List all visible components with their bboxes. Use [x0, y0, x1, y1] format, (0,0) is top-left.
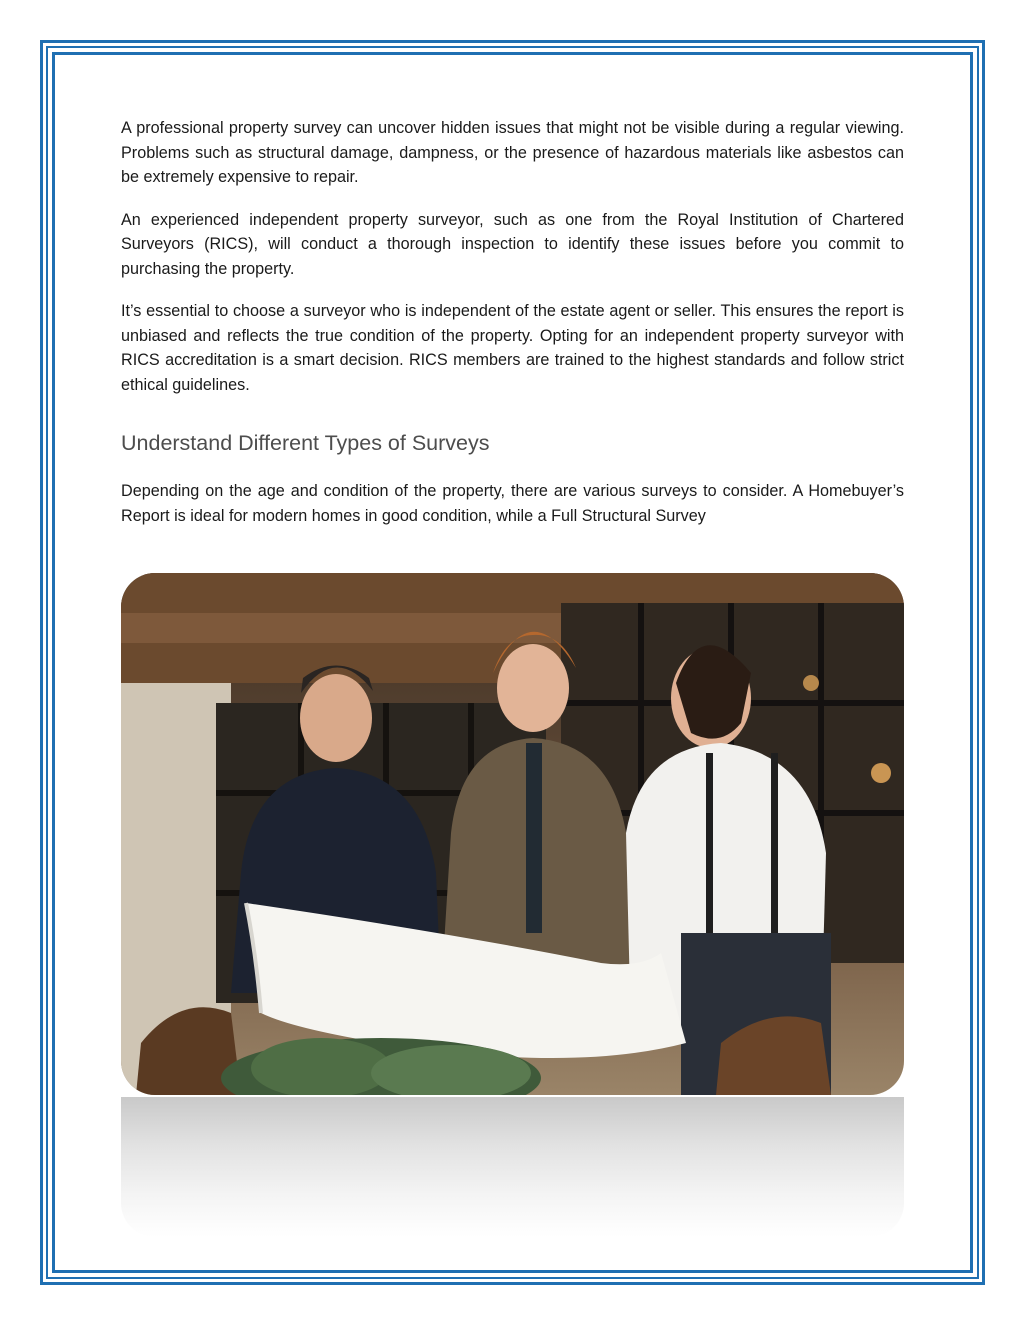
photo-illustration: [121, 573, 904, 1095]
surveyors-photo: [121, 573, 904, 1095]
paragraph-independent-surveyor: It’s essential to choose a surveyor who is independent of the estate agent or seller. This ensures the report is unbiased and reflects the true condition of the property. Opting for an independent property surveyor with RICS accreditation is a smart decision. RICS members are trained to the highest standards and follow strict ethical guidelines.: [121, 302, 904, 394]
paragraph-hidden-issues: A professional property survey can uncover hidden issues that might not be visible during a regular viewing. Problems such as structural damage, dampness, or the presence of hazardous materials like asbestos can be extremely expensive to repair.: [121, 119, 904, 186]
paragraph-rics-surveyor: An experienced independent property surveyor, such as one from the Royal Institution of Chartered Surveyors (RICS), will conduct a thorough inspection to identify these issues before you commit to purchasing the property.: [121, 210, 904, 278]
paragraph-survey-types: Depending on the age and condition of the property, there are various surveys to consider. A Homebuyer’s Report is ideal for modern homes in good condition, while a Full Structural Survey: [121, 482, 904, 525]
section-heading: Understand Different Types of Surveys: [121, 431, 490, 455]
document-body: [121, 116, 904, 546]
photo-reflection: [121, 1097, 904, 1237]
